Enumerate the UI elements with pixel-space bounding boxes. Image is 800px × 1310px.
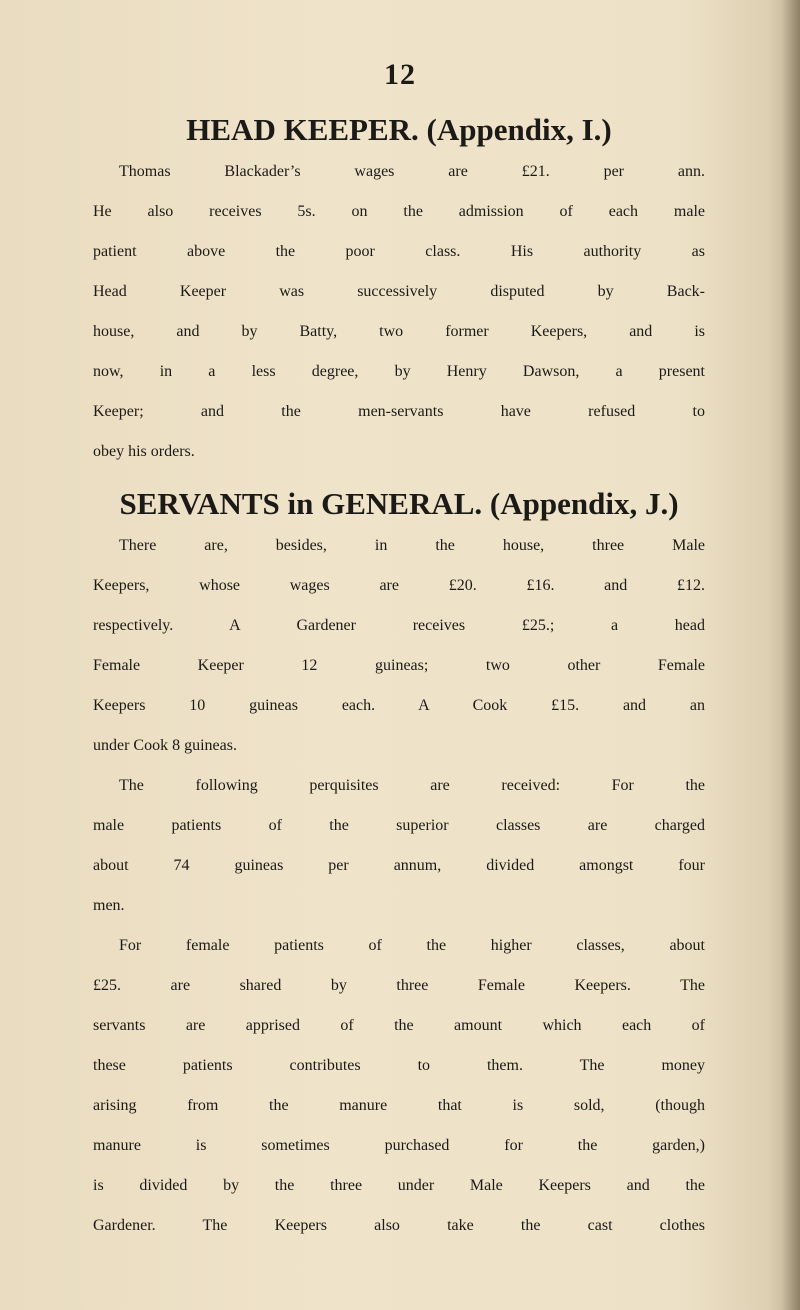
text-line: now, in a less degree, by Henry Dawson, a present bbox=[93, 363, 705, 380]
page-edge-shadow bbox=[782, 0, 800, 1310]
text-line: Head Keeper was successively disputed by Back- bbox=[93, 283, 705, 300]
text-line: Keepers, whose wages are £20. £16. and £12. bbox=[93, 577, 705, 594]
text-line: The following perquisites are received: For the bbox=[119, 777, 705, 794]
text-line: £25. are shared by three Female Keepers. The bbox=[93, 977, 705, 994]
text-line: patient above the poor class. His authority as bbox=[93, 243, 705, 260]
text-line: For female patients of the higher classes, about bbox=[119, 937, 705, 954]
text-line: is divided by the three under Male Keepers and the bbox=[93, 1177, 705, 1194]
page-body bbox=[93, 108, 705, 1246]
page-number: 12 bbox=[384, 58, 416, 91]
text-line: these patients contributes to them. The money bbox=[93, 1057, 705, 1074]
text-line: He also receives 5s. on the admission of each male bbox=[93, 203, 705, 220]
text-line: male patients of the superior classes are charged bbox=[93, 817, 705, 834]
paragraph-perquisites bbox=[93, 766, 705, 926]
text-line: Gardener. The Keepers also take the cast clothes bbox=[93, 1217, 705, 1234]
section-heading-head-keeper: HEAD KEEPER. (Appendix, I.) bbox=[186, 112, 612, 147]
section-heading-servants: SERVANTS in GENERAL. (Appendix, J.) bbox=[119, 486, 679, 521]
text-line: There are, besides, in the house, three Male bbox=[119, 537, 705, 554]
text-line: Thomas Blackader’s wages are £21. per ann. bbox=[119, 163, 705, 180]
text-line: house, and by Batty, two former Keepers, and is bbox=[93, 323, 705, 340]
text-line: Female Keeper 12 guineas; two other Female bbox=[93, 657, 705, 674]
text-line: respectively. A Gardener receives £25.; a head bbox=[93, 617, 705, 634]
paragraph-female-patients bbox=[93, 926, 705, 1246]
paragraph-servants bbox=[93, 526, 705, 766]
text-line: arising from the manure that is sold, (though bbox=[93, 1097, 705, 1114]
text-line: Keeper; and the men-servants have refused to bbox=[93, 403, 705, 420]
text-line: Keepers 10 guineas each. A Cook £15. and an bbox=[93, 697, 705, 714]
paragraph-head-keeper bbox=[93, 152, 705, 472]
text-line: men. bbox=[93, 897, 125, 914]
text-line: obey his orders. bbox=[93, 443, 195, 460]
text-line: under Cook 8 guineas. bbox=[93, 737, 237, 754]
text-line: manure is sometimes purchased for the garden,) bbox=[93, 1137, 705, 1154]
text-line: servants are apprised of the amount which each of bbox=[93, 1017, 705, 1034]
text-line: about 74 guineas per annum, divided amongst four bbox=[93, 857, 705, 874]
